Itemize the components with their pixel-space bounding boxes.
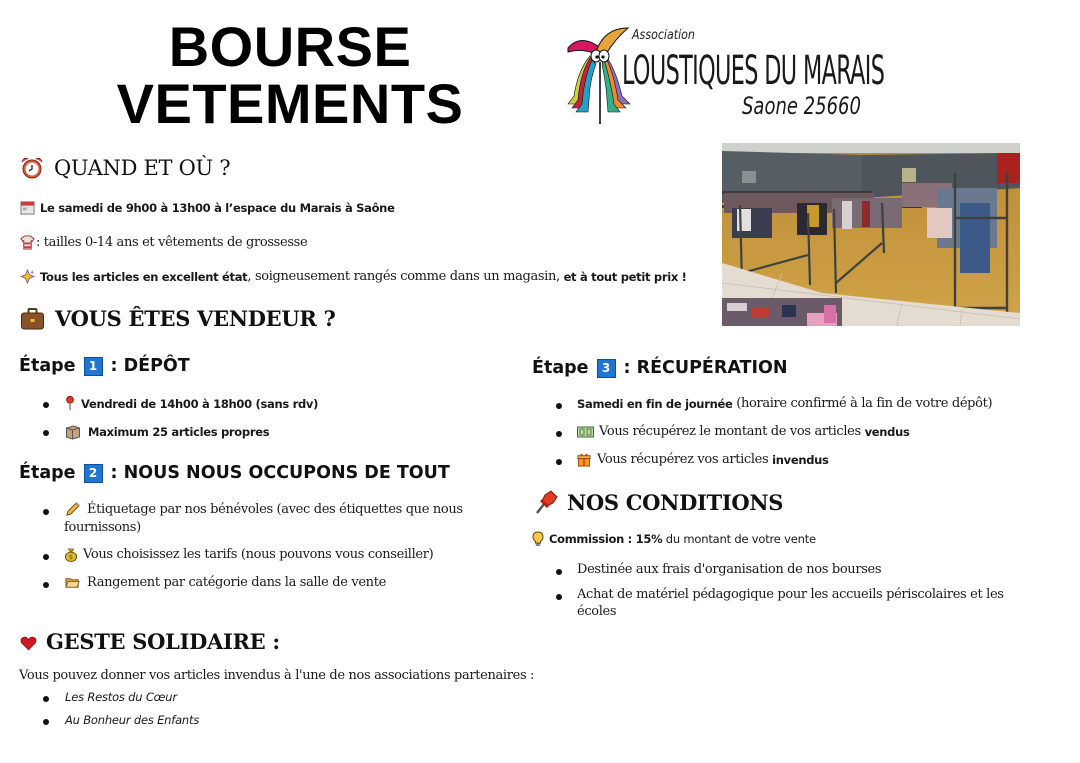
money-bag-icon — [64, 547, 78, 562]
list-item-bold: Samedi en fin de journée — [577, 396, 733, 411]
tshirt-icon — [20, 235, 35, 250]
bullet — [556, 594, 562, 600]
step-2-heading — [19, 463, 450, 483]
section-heading-vendeur — [20, 306, 336, 331]
partner-name: Les Restos du Cœur — [65, 690, 177, 704]
list-item-text: fournissons) — [64, 520, 141, 535]
step-title: : DÉPÔT — [110, 356, 190, 376]
bullet — [43, 719, 49, 725]
title-line-1: BOURSE — [168, 15, 412, 78]
list-item-text: Étiquetage par nos bénévoles (avec des étiquettes que nous — [87, 502, 463, 517]
event-date-line — [20, 200, 395, 215]
list-item-text: Vendredi de 14h00 à 18h00 (sans rdv) — [81, 396, 319, 411]
sizes-text: : tailles 0-14 ans et vêtements de grossesse — [36, 235, 308, 250]
sparkles-icon — [20, 269, 35, 284]
list-item-text: Maximum 25 articles propres — [88, 425, 270, 439]
package-icon — [64, 424, 81, 440]
light-bulb-icon — [532, 531, 544, 547]
poster-title — [100, 15, 480, 135]
section-title: QUAND ET OÙ ? — [54, 156, 231, 180]
commission-label: Commission : 15% — [549, 532, 663, 546]
list-item — [577, 396, 992, 411]
svg-text:$: $ — [68, 553, 74, 562]
bullet — [43, 554, 49, 560]
sale-room-photo — [722, 143, 1020, 326]
bullet — [556, 431, 562, 437]
step-number-badge: 3 — [597, 359, 616, 378]
pushpin-icon — [533, 489, 559, 515]
partner-name: Au Bonheur des Enfants — [65, 713, 200, 727]
bullet — [43, 402, 49, 408]
list-item — [64, 575, 386, 590]
commission-line — [532, 531, 816, 547]
quality-regular: , soigneusement rangés comme dans un magasin, — [247, 269, 564, 284]
partner-item — [65, 690, 177, 704]
bullet — [43, 696, 49, 702]
section-title: NOS CONDITIONS — [567, 489, 784, 515]
list-item-text: Vous récupérez le montant de vos articles — [599, 424, 865, 439]
step-1-heading — [19, 356, 190, 376]
logo-location: Saone 25660 — [742, 92, 861, 120]
banknote-icon — [577, 426, 594, 438]
list-item-bold: invendus — [772, 452, 829, 467]
step-3-heading — [532, 358, 788, 378]
bullet — [556, 403, 562, 409]
list-item — [64, 547, 433, 562]
step-number-badge: 2 — [84, 464, 103, 483]
logo-name: LOUSTIQUES DU MARAIS — [622, 48, 885, 94]
list-item — [577, 587, 1004, 602]
list-item — [64, 424, 269, 440]
association-logo — [560, 26, 885, 126]
alarm-clock-icon — [20, 156, 44, 180]
list-item-text: écoles — [577, 604, 617, 619]
briefcase-icon — [20, 307, 45, 331]
quality-bold-2: et à tout petit prix ! — [563, 269, 687, 284]
calendar-icon — [20, 200, 35, 215]
bullet — [556, 459, 562, 465]
step-word: Étape — [19, 463, 76, 483]
pushpin-round-icon — [64, 396, 76, 411]
partner-item — [65, 713, 199, 727]
step-word: Étape — [532, 358, 589, 378]
list-item-bold: vendus — [864, 424, 910, 439]
commission-text: du montant de votre vente — [662, 532, 816, 546]
bullet — [43, 582, 49, 588]
bullet — [556, 569, 562, 575]
quality-bold-1: Tous les articles en excellent état — [40, 269, 248, 284]
list-item-text: (horaire confirmé à la fin de votre dépôt) — [732, 396, 993, 411]
section-heading-conditions — [533, 489, 783, 515]
step-title: : NOUS NOUS OCCUPONS DE TOUT — [110, 463, 450, 483]
list-item — [577, 452, 829, 467]
heart-icon — [20, 636, 37, 651]
step-number-badge: 1 — [84, 357, 103, 376]
list-item — [64, 502, 463, 517]
event-date-text: Le samedi de 9h00 à 13h00 à l’espace du Marais à Saône — [40, 200, 395, 215]
logo-association-label: Association — [632, 28, 695, 43]
title-line-2: VETEMENTS — [116, 72, 464, 135]
list-item-text: Destinée aux frais d'organisation de nos bourses — [577, 562, 882, 577]
gift-icon — [577, 452, 591, 467]
step-word: Étape — [19, 356, 76, 376]
list-item — [577, 424, 910, 439]
list-item-text: Rangement par catégorie dans la salle de vente — [87, 575, 386, 590]
step-title: : RÉCUPÉRATION — [623, 358, 788, 378]
list-item — [577, 562, 881, 577]
bullet — [43, 509, 49, 515]
sizes-line — [20, 235, 307, 250]
quality-line — [20, 269, 687, 284]
list-item-text: Vous récupérez vos articles — [597, 452, 773, 467]
section-title: VOUS ÊTES VENDEUR ? — [55, 306, 336, 331]
list-item-text: Vous choisissez les tarifs (nous pouvons vous conseiller) — [83, 547, 434, 562]
folder-icon — [64, 575, 81, 590]
list-item-continuation — [64, 520, 141, 535]
solidaire-intro — [19, 668, 534, 683]
list-item — [64, 396, 318, 411]
pencil-icon — [64, 502, 81, 517]
list-item-continuation — [577, 604, 616, 619]
section-heading-solidaire — [20, 629, 280, 654]
bullet — [43, 430, 49, 436]
section-heading-quand-ou — [20, 156, 230, 180]
section-title: GESTE SOLIDAIRE : — [46, 629, 280, 654]
list-item-text: Achat de matériel pédagogique pour les accueils périscolaires et les — [577, 587, 1004, 602]
intro-text: Vous pouvez donner vos articles invendus à l'une de nos associations partenaires : — [19, 668, 535, 683]
